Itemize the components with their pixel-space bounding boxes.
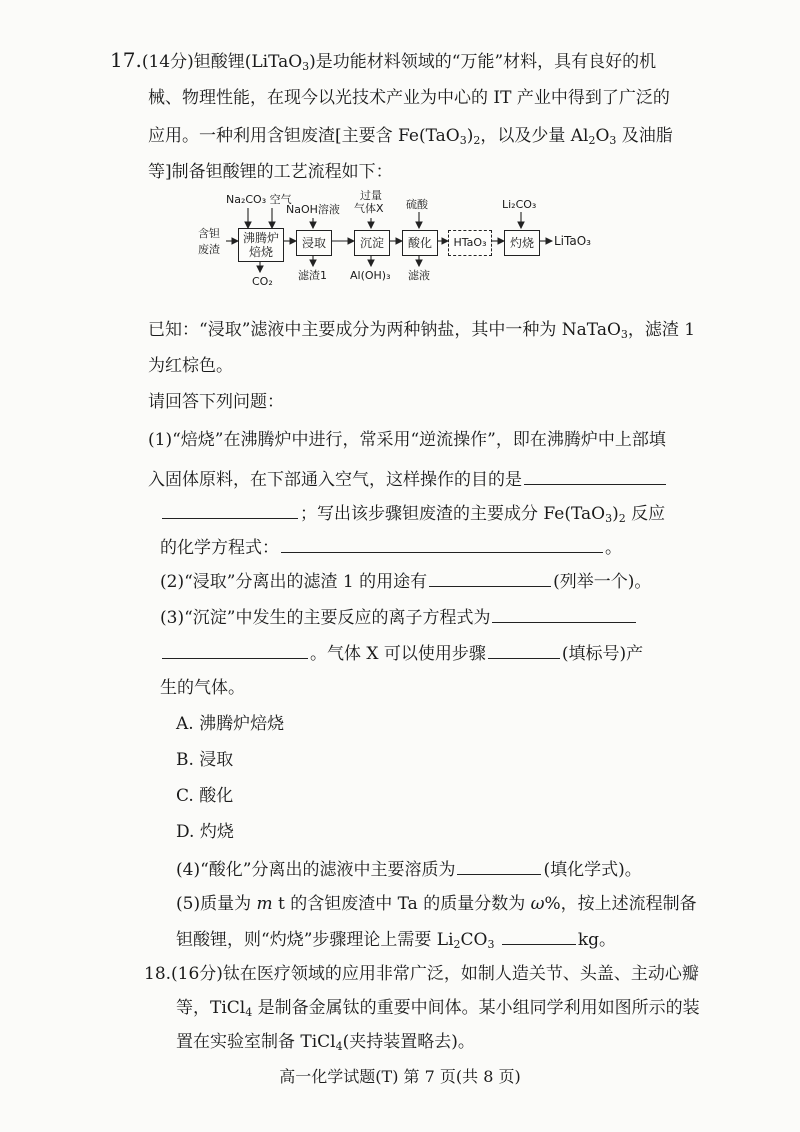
q17-part4: (4)“酸化”分离出的滤液中主要溶质为 (填化学式)。 — [176, 856, 800, 882]
q17-part1-line3: ；写出该步骤钽废渣的主要成分 $Fe(TaO_3)_2$ 反应 — [160, 500, 800, 531]
flow-out-co2: CO₂ — [252, 275, 273, 288]
flow-input-na2co3-air: Na₂CO₃ 空气 — [226, 193, 292, 206]
flow-product: LiTaO₃ — [554, 234, 591, 248]
q18-line3: 置在实验室制备 TiCl$_4$(夹持装置略去)。 — [176, 1032, 475, 1053]
q17-part3-line1: (3)“沉淀”中发生的主要反应的离子方程式为 — [160, 604, 800, 630]
q18-line1: 18.(16分)钛在医疗领域的应用非常广泛，如制人造关节、头盖、主动心瓣 — [144, 964, 699, 984]
flow-box-roasting: 沸腾炉 焙烧 — [238, 228, 284, 262]
flow-out-residue1: 滤渣1 — [298, 269, 327, 282]
flow-out-aloh3: Al(OH)₃ — [350, 269, 391, 282]
flow-box-leaching: 浸取 — [296, 230, 332, 256]
answer-blank-5[interactable] — [502, 926, 576, 945]
q17-part1-line2: 入固体原料，在下部通入空气，这样操作的目的是 — [148, 466, 800, 492]
q17-part1-line1: (1)“焙烧”在沸腾炉中进行，常采用“逆流操作”，即在沸腾炉中上部填 — [148, 430, 666, 450]
q17-part3-line3: 生的气体。 — [160, 678, 245, 698]
q18-line2: 等，TiCl$_4$ 是制备金属钛的重要中间体。某小组同学利用如图所示的装 — [176, 998, 700, 1019]
answer-blank-3a[interactable] — [492, 604, 636, 623]
q17-part2: (2)“浸取”分离出的滤渣 1 的用途有 (列举一个)。 — [160, 568, 800, 594]
answer-blank-3c[interactable] — [488, 640, 560, 659]
flow-out-filtrate: 滤液 — [408, 269, 430, 282]
answer-blank-4[interactable] — [457, 856, 541, 875]
q17-line4: 等]制备钽酸锂的工艺流程如下： — [148, 162, 393, 182]
flow-box-calcination: 灼烧 — [504, 230, 540, 256]
q17-prompt: 请回答下列问题： — [148, 392, 284, 412]
answer-blank-1c[interactable] — [281, 534, 603, 553]
answer-blank-1a[interactable] — [524, 466, 666, 485]
q17-option-b: B. 浸取 — [176, 750, 234, 770]
q17-part5-line1: (5)质量为 m t 的含钽废渣中 Ta 的质量分数为 ω%，按上述流程制备 — [176, 894, 697, 914]
q17-line1: 17.(14分)钽酸锂(LiTaO$_3$)是功能材料领域的“万能”材料，具有良好的机 — [110, 48, 657, 73]
q17-part1-line4: 的化学方程式： 。 — [160, 534, 800, 560]
q17-known-line2: 为红棕色。 — [148, 356, 233, 376]
flow-input-gas-x: 气体X — [354, 202, 384, 215]
q17-option-c: C. 酸化 — [176, 786, 234, 806]
process-flow-diagram — [190, 190, 610, 300]
q17-part3-line2: 。气体 X 可以使用步骤 (填标号)产 — [160, 640, 800, 666]
q17-known-line1: 已知：“浸取”滤液中主要成分为两种钠盐，其中一种为 NaTaO$_3$，滤渣 1 — [148, 320, 696, 341]
flow-box-htao3: HTaO₃ — [448, 230, 492, 256]
flow-raw-label-1: 含钽 — [198, 227, 220, 240]
flow-box-precipitation: 沉淀 — [354, 230, 390, 256]
answer-blank-3b[interactable] — [162, 640, 308, 659]
q17-line3: 应用。一种利用含钽废渣[主要含 $Fe(TaO_3)_2$，以及少量 $Al_2O_3$ 及油脂 — [148, 126, 673, 147]
q17-line2: 械、物理性能，在现今以光技术产业为中心的 IT 产业中得到了广泛的 — [148, 88, 670, 108]
flow-input-h2so4: 硫酸 — [406, 198, 428, 211]
q17-option-d: D. 灼烧 — [176, 822, 234, 842]
flow-input-excess: 过量 — [360, 189, 382, 202]
q17-part5-line2: 钽酸锂，则“灼烧”步骤理论上需要 $Li_2CO_3$ kg。 — [176, 926, 800, 957]
page-footer: 高一化学试题(T) 第 7 页(共 8 页) — [279, 1067, 521, 1086]
q17-number: 17. — [110, 48, 142, 72]
flow-input-naoh: NaOH溶液 — [286, 203, 340, 216]
answer-blank-2[interactable] — [429, 568, 551, 587]
q17-option-a: A. 沸腾炉焙烧 — [176, 714, 285, 734]
flow-raw-label-2: 废渣 — [198, 243, 220, 256]
flow-input-li2co3: Li₂CO₃ — [502, 198, 537, 211]
flow-box-acidification: 酸化 — [402, 230, 438, 256]
answer-blank-1b[interactable] — [162, 500, 298, 519]
